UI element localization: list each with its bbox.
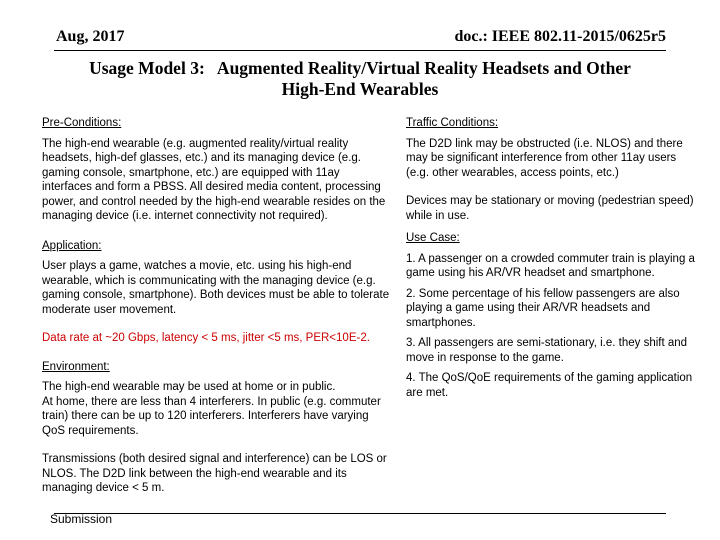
requirements-text: Data rate at ~20 Gbps, latency < 5 ms, jitter <5 ms, PER<10E-2. [42, 332, 370, 344]
application-heading: Application: [42, 239, 102, 252]
title-line-2: High-End Wearables [281, 79, 439, 99]
usecase-heading: Use Case: [406, 232, 460, 244]
preconditions-text: The high-end wearable (e.g. augmented reality/virtual reality headsets, high-def glasses, etc.) and its managing device (e.g. gaming console, smartphone, etc.) are equipped with 11ay interfaces and form a PBSS. All desired media content, processing power, and control needed by the high-end wearable resides on the managing device (i.e. internet connectivity not required). [42, 137, 386, 222]
header-date: Aug, 2017 [56, 28, 125, 45]
preconditions-heading: Pre-Conditions: [42, 117, 122, 129]
traffic-heading: Traffic Conditions: [406, 117, 499, 129]
usecase-item-1: 1. A passenger on a crowded commuter train is playing a game using his AR/VR headset and smartphone. [406, 252, 695, 279]
left-column [42, 116, 392, 496]
header-doc-id: doc.: IEEE 802.11-2015/0625r5 [454, 28, 666, 45]
environment-heading: Environment: [42, 360, 110, 373]
footer-label: Submission [50, 512, 113, 526]
title-line-1: Usage Model 3: Augmented Reality/Virtual Reality Headsets and Other [89, 58, 631, 78]
usecase-item-2: 2. Some percentage of his fellow passengers are also playing a game using their AR/VR headsets and smartphones. [406, 287, 680, 329]
header-rule [54, 50, 666, 51]
footer-rule [54, 513, 666, 514]
right-column [406, 116, 696, 400]
slide-title [60, 58, 660, 100]
usecase-item-3: 3. All passengers are semi-stationary, i.e. they shift and move in response to the game. [406, 337, 688, 364]
traffic-text-1: The D2D link may be obstructed (i.e. NLOS) and there may be significant interference from other 11ay users (e.g. other wearables, access points, etc.) [406, 137, 683, 179]
environment-text-1a: The high-end wearable may be used at home or in public. [42, 381, 336, 393]
environment-text-1b: At home, there are less than 4 interferers. In public (e.g. commuter train) there can be up to 120 interferers. Interferers have varying QoS requirements. [42, 395, 381, 437]
usecase-item-4: 4. The QoS/QoE requirements of the gaming application are met. [406, 372, 693, 399]
application-text: User plays a game, watches a movie, etc. using his high-end wearable, which is communicating with the managing device (e.g. gaming console, smartphone). Both devices must be able to tolerate moderate user movement. [42, 260, 390, 316]
traffic-text-2: Devices may be stationary or moving (pedestrian speed) while in use. [406, 195, 694, 222]
environment-text-2: Transmissions (both desired signal and interference) can be LOS or NLOS. The D2D link between the high-end wearable and its managing device < 5 m. [42, 453, 387, 494]
